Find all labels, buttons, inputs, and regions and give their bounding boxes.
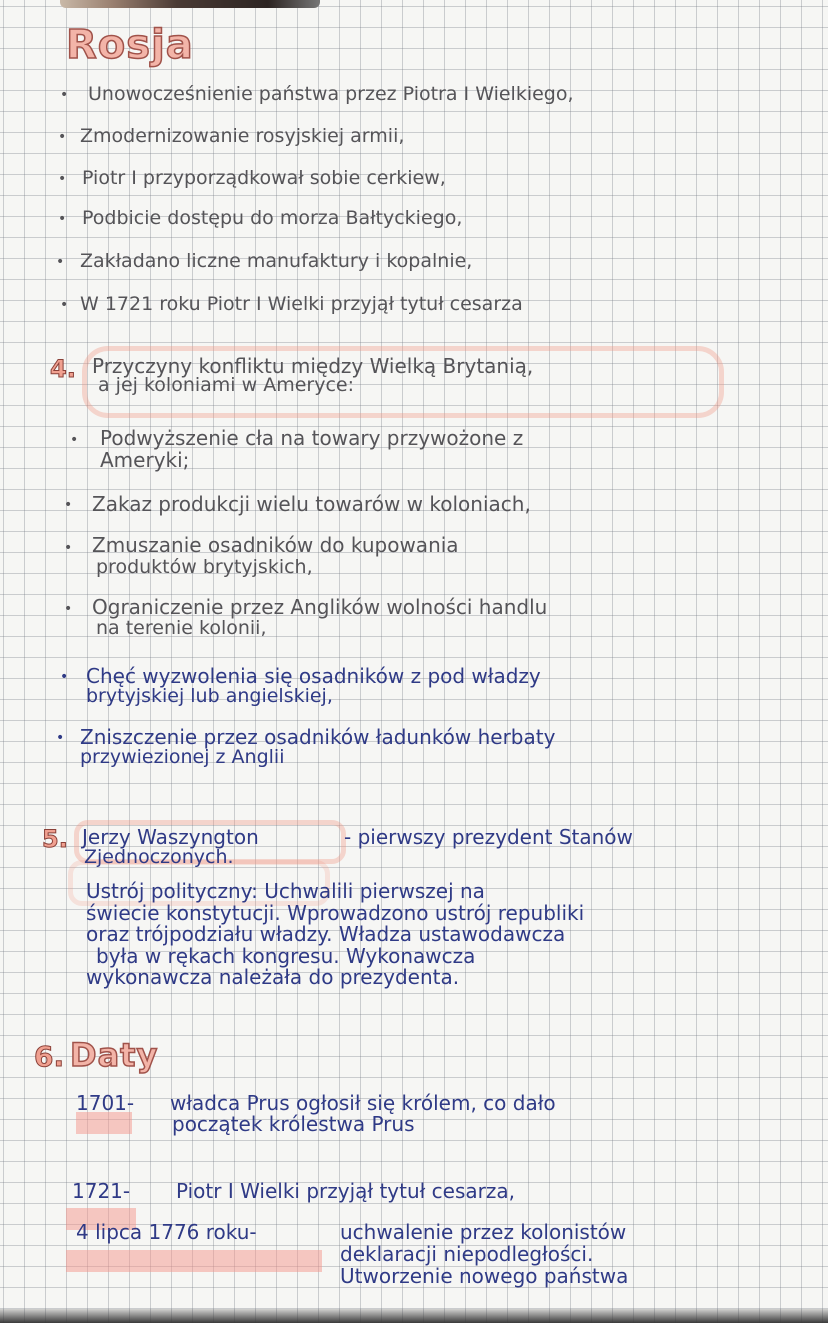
section6-title: Daty — [70, 1036, 159, 1074]
date-desc-cont: początek królestwa Prus — [172, 1112, 415, 1136]
cause-item-cont: produktów brytyjskich, — [96, 556, 313, 578]
bullet-icon: • — [60, 297, 69, 313]
bullet-icon: • — [64, 601, 73, 617]
pencil-top-decoration — [60, 0, 320, 8]
president-name: Jerzy Waszyngton — [82, 825, 259, 849]
section-number: 5. — [42, 825, 68, 853]
date-highlight — [66, 1250, 322, 1272]
cause-item-cont: brytyjskiej lub angielskiej, — [86, 685, 333, 707]
bullet-icon: • — [58, 171, 67, 187]
date-desc: Piotr I Wielki przyjął tytuł cesarza, — [176, 1179, 515, 1203]
cause-item: Zmuszanie osadników do kupowania — [92, 533, 459, 557]
date-highlight — [76, 1112, 132, 1134]
date-label: 4 lipca 1776 roku- — [76, 1220, 257, 1244]
bullet-icon: • — [64, 497, 73, 513]
cause-item: Zniszczenie przez osadników ładunków herbaty — [80, 725, 556, 749]
rosja-item: Podbicie dostępu do morza Bałtyckiego, — [82, 207, 463, 229]
date-desc: władca Prus ogłosił się królem, co dało — [170, 1091, 556, 1115]
rosja-item: W 1721 roku Piotr I Wielki przyjął tytuł cesarza — [80, 293, 523, 315]
bullet-icon: • — [60, 87, 69, 103]
section-number: 6. — [34, 1040, 65, 1073]
date-desc-cont: deklaracji niepodległości. — [340, 1242, 594, 1266]
bullet-icon: • — [60, 669, 69, 685]
cause-item: Chęć wyzwolenia się osadników z pod władzy — [86, 664, 541, 688]
ustroj-line: Ustrój polityczny: Uchwalili pierwszej na — [86, 879, 485, 903]
rosja-item: Piotr I przyporządkował sobie cerkiew, — [82, 167, 446, 189]
bullet-icon: • — [56, 730, 65, 746]
president-desc-cont: Zjednoczonych. — [84, 846, 234, 868]
cause-item: Podwyższenie cła na towary przywożone z — [100, 426, 524, 450]
section-number: 4. — [50, 355, 76, 383]
cause-item: Ograniczenie przez Anglików wolności handlu — [92, 595, 548, 619]
bullet-icon: • — [58, 211, 67, 227]
cause-item-cont: przywiezionej z Anglii — [80, 746, 285, 768]
ustroj-line: oraz trójpodziału władzy. Władza ustawodawcza — [86, 922, 566, 946]
section4-heading-line1: Przyczyny konfliktu między Wielką Brytanią, — [92, 354, 534, 378]
bullet-icon: • — [64, 540, 73, 556]
cause-item: Zakaz produkcji wielu towarów w koloniach, — [92, 492, 531, 516]
president-desc: - pierwszy prezydent Stanów — [344, 825, 633, 849]
bullet-icon: • — [56, 254, 65, 270]
section4-heading-line2: a jej koloniami w Ameryce: — [98, 374, 354, 396]
cause-item-cont: Ameryki; — [100, 448, 190, 472]
rosja-item: Zmodernizowanie rosyjskiej armii, — [80, 125, 405, 147]
ustroj-line: była w rękach kongresu. Wykonawcza — [96, 944, 476, 968]
rosja-item: Zakładano liczne manufaktury i kopalnie, — [80, 250, 473, 272]
bullet-icon: • — [58, 129, 67, 145]
date-desc-cont: Utworzenie nowego państwa — [340, 1264, 629, 1288]
rosja-item: Unowocześnienie państwa przez Piotra I Wielkiego, — [88, 83, 574, 105]
date-label: 1701- — [76, 1091, 135, 1115]
date-desc: uchwalenie przez kolonistów — [340, 1220, 627, 1244]
page-title: Rosja — [66, 22, 194, 68]
ustroj-line: wykonawcza należała do prezydenta. — [86, 965, 460, 989]
bullet-icon: • — [70, 432, 79, 448]
cause-item-cont: na terenie kolonii, — [96, 617, 267, 639]
page-edge-shadow — [0, 1309, 828, 1323]
date-label: 1721- — [72, 1179, 131, 1203]
ustroj-line: świecie konstytucji. Wprowadzono ustrój republiki — [86, 901, 585, 925]
